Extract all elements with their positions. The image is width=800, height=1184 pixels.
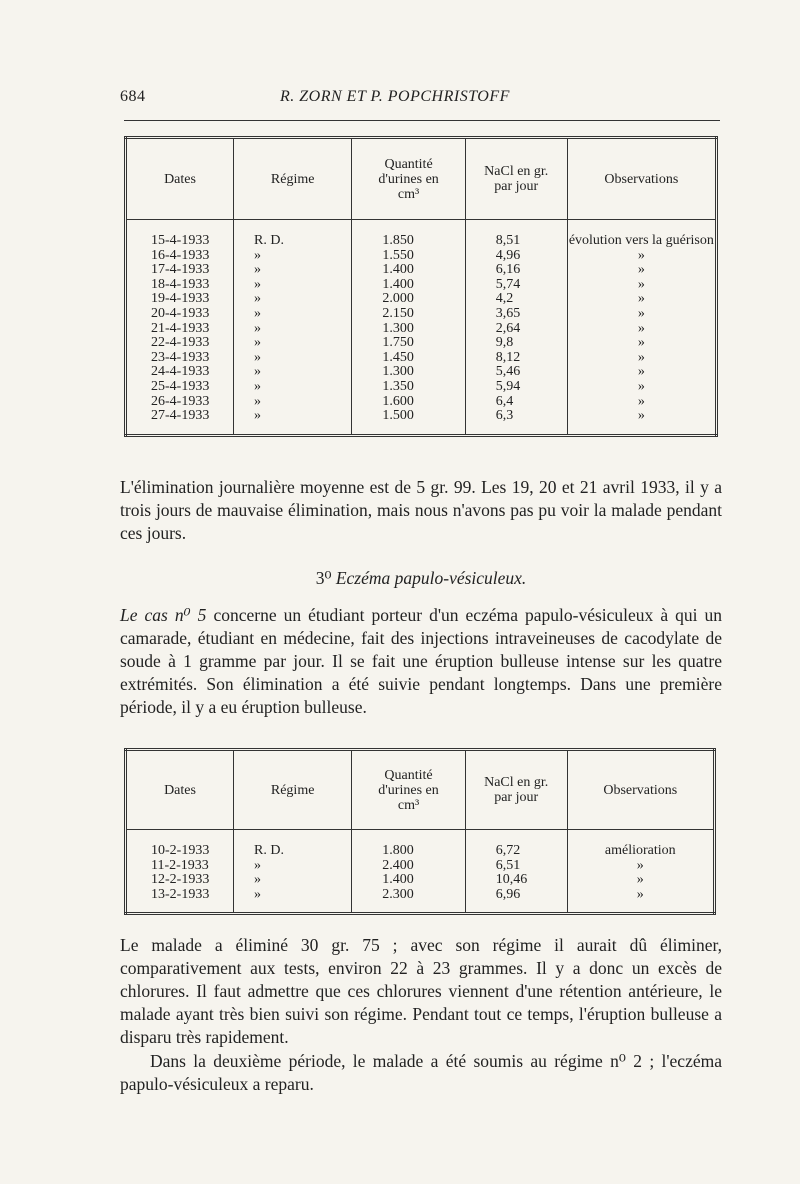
table-row [126,859,715,874]
table-cell-nacl: 3,65 [465,307,567,322]
table-cell-date: 11-2-1933 [126,859,234,874]
case-reference: Le cas n⁰ 5 [120,605,207,625]
table-cell-qty: 1.300 [352,322,465,337]
running-title: R. ZORN ET P. POPCHRISTOFF [280,88,510,105]
table-cell-nacl: 6,16 [465,263,567,278]
page-number: 684 [120,88,146,105]
paragraph-2 [120,604,722,719]
table-row [126,307,717,322]
table-cell-qty: 2.150 [352,307,465,322]
table-row [126,365,717,380]
table-cell-obs: » [637,408,645,424]
table-cell-date: 25-4-1933 [126,380,234,395]
table-cell-nacl: 4,2 [465,292,567,307]
table-row [126,220,717,249]
section-heading [120,568,722,589]
column-header: Dates [126,750,234,830]
table-cell-nacl: 10,46 [465,873,567,888]
table-cell-regime: » [234,292,352,307]
column-header: Dates [126,138,234,220]
table-cell-nacl: 6,72 [465,830,567,859]
table-cell-date: 24-4-1933 [126,365,234,380]
paragraph-1: L'élimination journalière moyenne est de 5 gr. 99. Les 19, 20 et 21 avril 1933, il y a trois jours de mauvaise élimination, mais nous n'avons pas pu voir la malade pendant ces jours. [120,477,722,543]
paragraph-2-text: concerne un étudiant porteur d'un eczéma papulo-vésiculeux à qui un camarade, étudiant en médecine, fait des injections intraveineuses de cacodylate de soude à 1 gramme par jour. Il se fait une éruption bulleuse intense sur les quatre extrémités. Son élimination a été suivie pendant longtemps. Dans une première période, il y a eu éruption bulleuse. [120,605,723,717]
table-cell-date: 19-4-1933 [126,292,234,307]
table-cell-qty: 1.300 [352,365,465,380]
table-cell-regime: » [234,336,352,351]
table-cell-nacl: 8,51 [465,220,567,249]
table-cell-nacl: 6,96 [465,888,567,914]
table-cell-regime: » [234,409,352,435]
table-cell-date: 18-4-1933 [126,278,234,293]
table-cell-regime: » [234,365,352,380]
table-cell-qty: 1.600 [352,395,465,410]
table-cell-regime: » [234,888,352,914]
table-cell-qty: 1.550 [352,249,465,264]
table-row [126,351,717,366]
table-cell-date: 20-4-1933 [126,307,234,322]
table-row [126,409,717,435]
table-cell-regime: » [234,278,352,293]
table-cell-date: 10-2-1933 [126,830,234,859]
table-cell-date: 23-4-1933 [126,351,234,366]
table-cell-regime: » [234,307,352,322]
table-cell-qty: 1.850 [352,220,465,249]
column-header: Observations [567,750,714,830]
data-table-2 [124,748,716,915]
table-cell-date: 27-4-1933 [126,409,234,435]
table-cell-nacl: 4,96 [465,249,567,264]
table-cell-qty: 1.400 [352,263,465,278]
column-header: Quantité d'urines en cm³ [352,138,465,220]
table-cell-qty: 1.350 [352,380,465,395]
table-cell-qty: 1.800 [352,830,465,859]
table-cell-obs: » [637,247,645,263]
table-cell-obs: » [637,349,645,365]
table-cell-date: 15-4-1933 [126,220,234,249]
column-header: Régime [234,750,352,830]
table-cell-qty: 2.300 [352,888,465,914]
table-row [126,292,717,307]
table-cell-regime: » [234,395,352,410]
table-cell-obs: » [637,291,645,307]
table-cell-nacl: 9,8 [465,336,567,351]
section-number: 3⁰ [315,568,332,588]
table-cell-qty: 1.400 [352,873,465,888]
table-cell-qty: 2.400 [352,859,465,874]
table-cell-regime: » [234,351,352,366]
paragraph-4: Dans la deuxième période, le malade a été soumis au régime n⁰ 2 ; l'eczéma papulo-vésiculeux a reparu. [120,1051,722,1094]
table-cell-nacl: 6,51 [465,859,567,874]
table-cell-regime: » [234,249,352,264]
table-cell-nacl: 6,3 [465,409,567,435]
table-cell-obs: » [637,305,645,321]
table-cell-nacl: 6,4 [465,395,567,410]
table-cell-date: 22-4-1933 [126,336,234,351]
table-row [126,278,717,293]
table-cell-nacl: 5,74 [465,278,567,293]
column-header: Régime [234,138,352,220]
table-cell-obs: » [636,886,644,902]
table-row [126,395,717,410]
table-row [126,249,717,264]
column-header: Quantité d'urines en cm³ [352,750,465,830]
table-cell-obs: » [636,872,644,888]
table-cell-obs: » [637,393,645,409]
table-cell-obs: » [637,262,645,278]
table-row [126,873,715,888]
table-cell-date: 17-4-1933 [126,263,234,278]
table-cell-regime: R. D. [234,220,352,249]
table-cell-date: 12-2-1933 [126,873,234,888]
table-cell-qty: 1.500 [352,409,465,435]
table-cell-qty: 2.000 [352,292,465,307]
table-cell-regime: R. D. [234,830,352,859]
table-cell-date: 21-4-1933 [126,322,234,337]
data-table-1 [124,136,718,437]
table-row [126,336,717,351]
table-cell-obs: amélioration [604,843,676,858]
header-rule [124,120,720,121]
table-cell-obs: » [637,378,645,394]
table-cell-regime: » [234,859,352,874]
table-cell-regime: » [234,322,352,337]
column-header: NaCl en gr. par jour [465,750,567,830]
table-cell-date: 13-2-1933 [126,888,234,914]
table-cell-nacl: 8,12 [465,351,567,366]
table-cell-regime: » [234,263,352,278]
table-cell-obs: évolution vers la guérison [568,233,714,248]
table-cell-nacl: 5,94 [465,380,567,395]
table-cell-qty: 1.450 [352,351,465,366]
section-title: Eczéma papulo-vésiculeux. [335,568,527,588]
table-cell-regime: » [234,380,352,395]
table-cell-nacl: 2,64 [465,322,567,337]
table-cell-qty: 1.400 [352,278,465,293]
table-cell-qty: 1.750 [352,336,465,351]
table-cell-obs: » [636,857,644,873]
table-cell-obs: » [637,320,645,336]
table-cell-date: 16-4-1933 [126,249,234,264]
table-cell-nacl: 5,46 [465,365,567,380]
table-cell-obs: » [637,364,645,380]
table-cell-obs: » [637,276,645,292]
table-row [126,380,717,395]
table-row [126,830,715,859]
column-header: Observations [567,138,716,220]
paragraph-3: Le malade a éliminé 30 gr. 75 ; avec son régime il aurait dû éliminer, comparativement aux tests, environ 22 à 23 grammes. Il y a donc un excès de chlorures. Il faut admettre que ces chlorures viennent d'une rétention antérieure, le malade ayant très bien suivi son régime. Pendant tout ce temps, l'éruption bulleuse a disparu très rapidement. [120,935,722,1047]
table-cell-obs: » [637,335,645,351]
table-row [126,322,717,337]
table-row [126,263,717,278]
column-header: NaCl en gr. par jour [465,138,567,220]
table-cell-date: 26-4-1933 [126,395,234,410]
table-cell-regime: » [234,873,352,888]
table-row [126,888,715,914]
